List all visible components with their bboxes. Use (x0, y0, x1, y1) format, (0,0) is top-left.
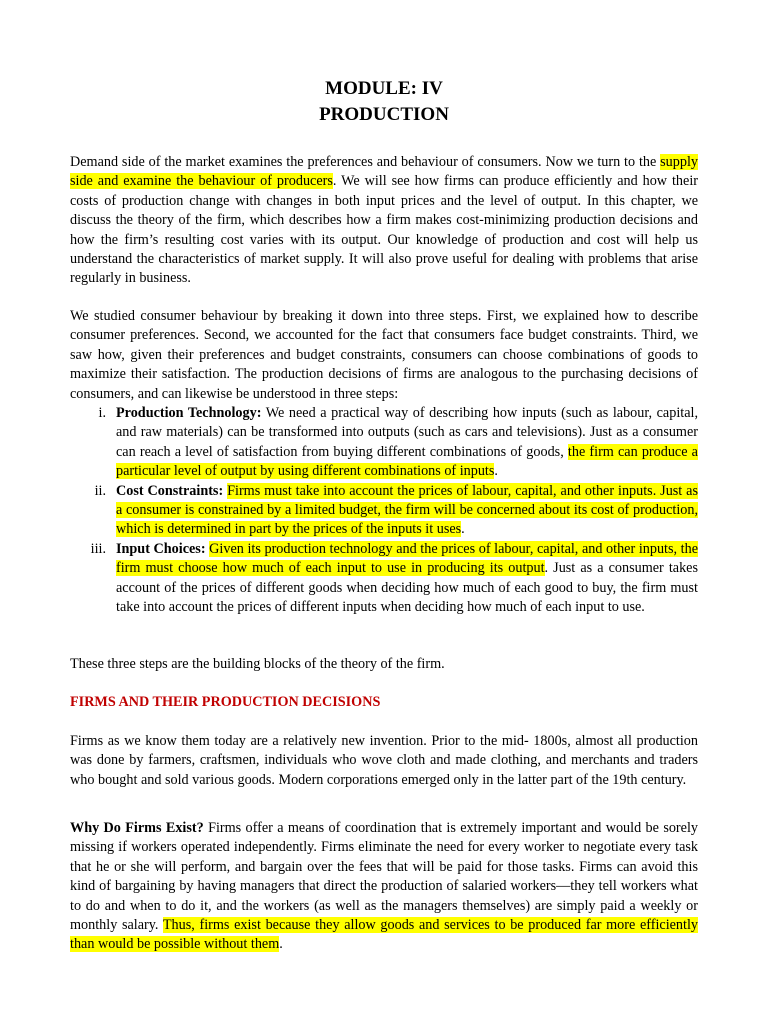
why-firms-highlight: Thus, firms exist because they allow goods and services to be produced far more efficiently than would be possible without them (70, 917, 699, 953)
list-item-text-end: . (494, 463, 498, 480)
list-item-highlight: Given its production technology and the prices of labour, capital, and other inputs, the firm must choose how much of each input to use in producing its output (116, 540, 698, 577)
list-item-label: Production Technology: (116, 405, 262, 421)
list-item (70, 404, 698, 482)
list-number: i. (98, 405, 106, 421)
intro-highlight: supply side and examine the behaviour of producers (70, 154, 698, 190)
module-title: MODULE: IV (325, 78, 443, 99)
list-item-text-end: . (461, 521, 465, 538)
list-item-highlight: Firms must take into account the prices of labour, capital, and other inputs. Just as a consumer is constrained by a limited budget, the firm will be concerned about its cost of production, which is determined in part by the prices of the inputs it uses (116, 482, 698, 538)
why-firms-text-end: . (279, 936, 283, 953)
list-number: iii. (90, 540, 106, 557)
list-item (70, 482, 698, 540)
list-item-label: Input Choices: (116, 540, 206, 557)
why-firms-text: Firms offer a means of coordination that is extremely important and would be sorely missing if workers operated independently. Firms eliminate the need for every worker to negotiate every task that he or she will perform, and bargain over the fees that will be paid for those tasks. Firms can avoid this kind of bargaining by having managers that direct the production of salaried workers—they tell workers what to do and when to do it, and the workers (as well as the managers themselves) are simply paid a weekly or monthly salary. (70, 820, 698, 934)
summary-paragraph: These three steps are the building blocks of the theory of the firm. (70, 656, 445, 672)
list-number: ii. (94, 482, 106, 499)
steps-intro-paragraph: We studied consumer behaviour by breaking it down into three steps. First, we explained how to describe consumer preferences. Second, we accounted for the fact that consumers face budget constraints. Third, we saw how, given their preferences and budget constraints, consumers can choose combinations of goods to maximize their satisfaction. The production decisions of firms are analogous to the purchasing decisions of consumers, and can likewise be understood in three steps: (70, 308, 698, 402)
firms-history-paragraph: Firms as we know them today are a relatively new invention. Prior to the mid- 1800s, almost all production was done by farmers, craftsmen, individuals who wove cloth and made clothing, and merchants and traders who bought and sold various goods. Modern corporations emerged only in the latter part of the 19th century. (70, 733, 698, 788)
why-firms-exist-label: Why Do Firms Exist? (70, 820, 204, 836)
why-firms-exist-paragraph (70, 819, 698, 955)
list-item-label: Cost Constraints: (116, 482, 224, 499)
chapter-title: PRODUCTION (319, 104, 449, 125)
list-item-highlight: the firm can produce a particular level of output by using different combinations of inputs (116, 443, 698, 480)
intro-paragraph (70, 153, 698, 289)
intro-text-start: Demand side of the market examines the preferences and behaviour of consumers. Now we turn to the (70, 154, 661, 170)
steps-list (70, 404, 698, 617)
intro-text-end: . We will see how firms can produce efficiently and how their costs of production change with changes in both input prices and the level of output. In this chapter, we discuss the theory of the firm, which describes how a firm makes cost-minimizing production decisions and how the firm’s resulting cost varies with its output. Our knowledge of production and cost will help us understand the characteristics of market supply. It will also prove useful for dealing with problems that arise regularly in business. (70, 173, 698, 287)
section-heading: FIRMS AND THEIR PRODUCTION DECISIONS (70, 694, 381, 710)
list-item-text: We need a practical way of describing how inputs (such as labour, capital, and raw materials) can be transformed into outputs (such as cars and televisions). Just as a consumer can reach a level of satisfaction from buying different combinations of goods, (116, 405, 698, 460)
list-item (70, 540, 698, 618)
list-item-text-end: . Just as a consumer takes account of the prices of different goods when deciding how much of each good to buy, the firm must take into account the prices of different inputs when deciding how much of each input to use. (116, 560, 698, 616)
